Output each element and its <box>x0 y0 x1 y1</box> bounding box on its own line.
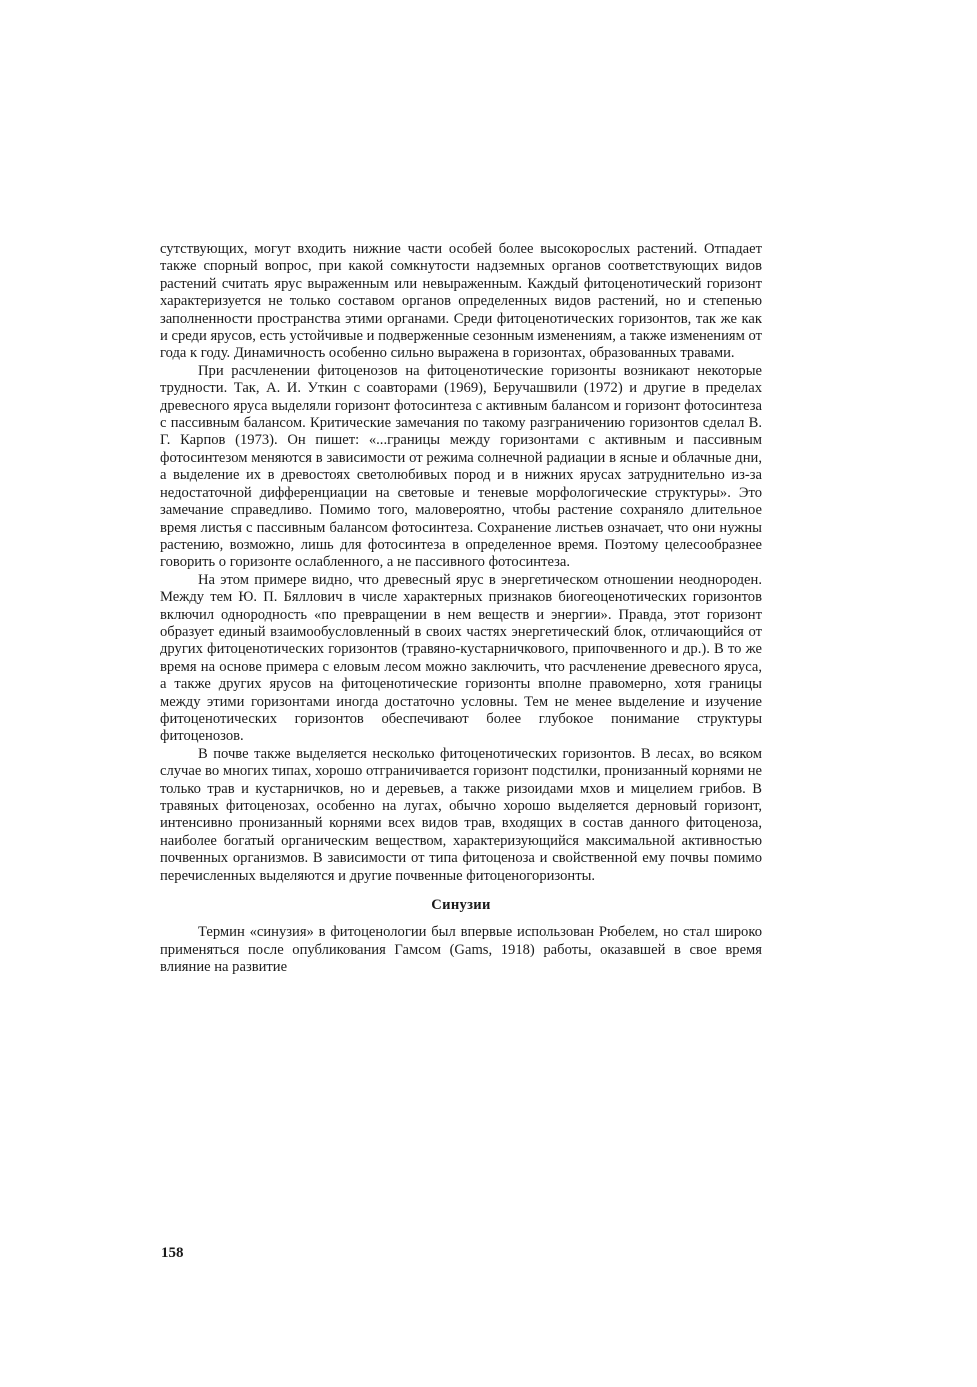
paragraph-horizons-division: При расчленении фитоценозов на фитоценотические горизонты возникают некоторые трудности. Так, А. И. Уткин с соавторами (1969), Беручашвили (1972) и другие в пределах древесного яруса выделяли горизонт фотосинтеза с активным балансом и горизонт фотосинтеза с пассивным балансом. Критические замечания по такому разграничению горизонтов сделал В. Г. Карпов (1973). Он пишет: «...границы между горизонтами с активным и пассивным фотосинтезом меняются в зависимости от режима солнечной радиации в ясные и облачные дни, а выделение их в древостоях светолюбивых пород и в нижних ярусах затруднительно из-за недостаточной дифференциации на световые и теневые морфологические структуры». Это замечание справедливо. Помимо того, маловероятно, чтобы растение сохраняло длительное время листья с пассивным балансом фотосинтеза. Сохранение листьев означает, что они нужны растению, возможно, лишь для фотосинтеза в определенное время. Поэтому целесообразнее говорить о горизонте ослабленного, а не пассивного фотосинтеза. <box>160 362 762 571</box>
body-text <box>160 241 762 977</box>
paragraph-synusia-intro: Термин «синузия» в фитоценологии был впервые использован Рюбелем, но стал широко применяться после опубликования Гамсом (Gams, 1918) работы, оказавшей в свое время влияние на развитие <box>160 924 762 976</box>
paragraph-tree-layer-energy: На этом примере видно, что древесный ярус в энергетическом отношении неоднороден. Между тем Ю. П. Бяллович в числе характерных признаков биогеоценотических горизонтов включил однородность «по превращении в нем веществ и энергии». Правда, этот горизонт образует единый взаимообусловленный в своих частях энергетический блок, отличающийся от других фитоценотических горизонтов (травяно-кустарничкового, припочвенного и др.). В то же время на основе примера с еловым лесом можно заключить, что расчленение древесного яруса, а также других ярусов на фитоценотические горизонты вполне правомерно, хотя границы между этими горизонтами иногда достаточно условны. Тем не менее выделение и изучение фитоценотических горизонтов обеспечивают более глубокое понимание структуры фитоценозов. <box>160 571 762 745</box>
page-number: 158 <box>161 1245 184 1261</box>
section-heading: Синузии <box>431 897 491 914</box>
paragraph-continuation: сутствующих, могут входить нижние части особей более высокорослых растений. Отпадает также спорный вопрос, при какой сомкнутости надземных органов соответствующих видов растений считать ярус выраженным или невыраженным. Каждый фитоценотический горизонт характеризуется не только составом органов определенных видов растений, но и степенью заполненности пространства этими органами. Среди фитоценотических горизонтов, так же как и среди ярусов, есть устойчивые и подверженные сезонным изменениям, а также изменениям от года к году. Динамичность особенно сильно выражена в горизонтах, образованных травами. <box>160 241 762 362</box>
paragraph-soil-horizons: В почве также выделяется несколько фитоценотических горизонтов. В лесах, во всяком случае во многих типах, хорошо отграничивается горизонт подстилки, пронизанный корнями не только трав и кустарничков, но и деревьев, а также ризоидами мхов и мицелием грибов. В травяных фитоценозах, особенно на лугах, обычно хорошо выделяется дерновый горизонт, интенсивно пронизанный корнями всех видов трав, входящих в состав данного фитоценоза, наиболее богатый органическим веществом, характеризующийся максимальной активностью почвенных организмов. В зависимости от типа фитоценоза и свойственной ему почвы помимо перечисленных выделяются и другие почвенные фитоценогоризонты. <box>160 745 762 884</box>
